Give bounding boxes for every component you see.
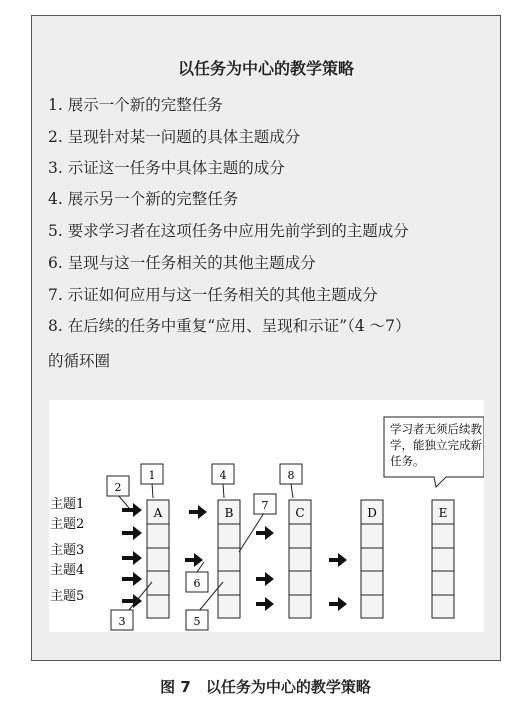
task-label-e: E	[438, 506, 448, 520]
topic-label-1: 主题1	[50, 497, 85, 512]
step-8-continuation: 的循环圈	[48, 352, 111, 370]
arrow-topic2-icon	[122, 526, 142, 540]
step-1: 1. 展示一个新的完整任务	[48, 96, 223, 114]
speech-bubble-line-3: 任务。	[390, 454, 425, 468]
task-column-b	[218, 500, 240, 618]
task-label-a: A	[153, 506, 163, 520]
step-7: 7. 示证如何应用与这一任务相关的其他主题成分	[48, 286, 378, 304]
panel-title: 以任务为中心的教学策略	[177, 59, 354, 78]
arrow-topic3-icon	[122, 551, 142, 565]
step-2: 2. 呈现针对某一问题的具体主题成分	[48, 128, 301, 146]
figure-caption: 图 7 以任务为中心的教学策略	[160, 678, 371, 696]
speech-bubble-line-2: 学，能独立完成新	[390, 438, 482, 452]
arrow-topic1-icon	[122, 503, 142, 517]
strategy-panel	[31, 15, 501, 661]
arrow-into-b-icon	[185, 553, 203, 567]
speech-bubble	[384, 417, 484, 487]
diagram-svg	[49, 400, 484, 632]
topic-label-2: 主题2	[50, 517, 85, 532]
speech-bubble-line-1: 学习者无须后续教	[390, 422, 482, 436]
task-label-c: C	[295, 506, 305, 520]
arrow-a-b-icon	[189, 505, 207, 519]
topic-label-5: 主题5	[50, 589, 85, 604]
arrow-b-c-2-icon	[256, 572, 274, 586]
callout-7: 7	[261, 499, 269, 512]
task-column-e	[432, 500, 454, 618]
arrow-c-d-2-icon	[329, 597, 347, 611]
task-cycle-diagram	[49, 400, 484, 632]
arrow-c-d-icon	[329, 553, 347, 567]
callout-8: 8	[287, 469, 295, 482]
task-column-a	[147, 500, 169, 618]
callout-5: 5	[193, 615, 201, 628]
callout-2: 2	[114, 481, 122, 494]
task-column-d	[361, 500, 383, 618]
task-label-b: B	[224, 506, 234, 520]
callout-6: 6	[193, 577, 201, 590]
step-6: 6. 呈现与这一任务相关的其他主题成分	[48, 254, 316, 272]
arrow-b-c-icon	[256, 526, 274, 540]
arrow-b-c-3-icon	[256, 597, 274, 611]
callout-1: 1	[148, 469, 156, 482]
topic-label-3: 主题3	[50, 543, 85, 558]
step-4: 4. 展示另一个新的完整任务	[48, 190, 239, 208]
step-8: 8. 在后续的任务中重复“应用、呈现和示证”（4 ～7）	[48, 317, 411, 335]
task-column-c	[289, 500, 311, 618]
task-label-d: D	[367, 506, 377, 520]
topic-label-4: 主题4	[50, 563, 85, 578]
callout-4: 4	[219, 469, 227, 482]
step-3: 3. 示证这一任务中具体主题的成分	[48, 159, 285, 177]
step-5: 5. 要求学习者在这项任务中应用先前学到的主题成分	[48, 222, 409, 240]
callout-3: 3	[118, 615, 126, 628]
arrow-topic4-icon	[122, 572, 142, 586]
